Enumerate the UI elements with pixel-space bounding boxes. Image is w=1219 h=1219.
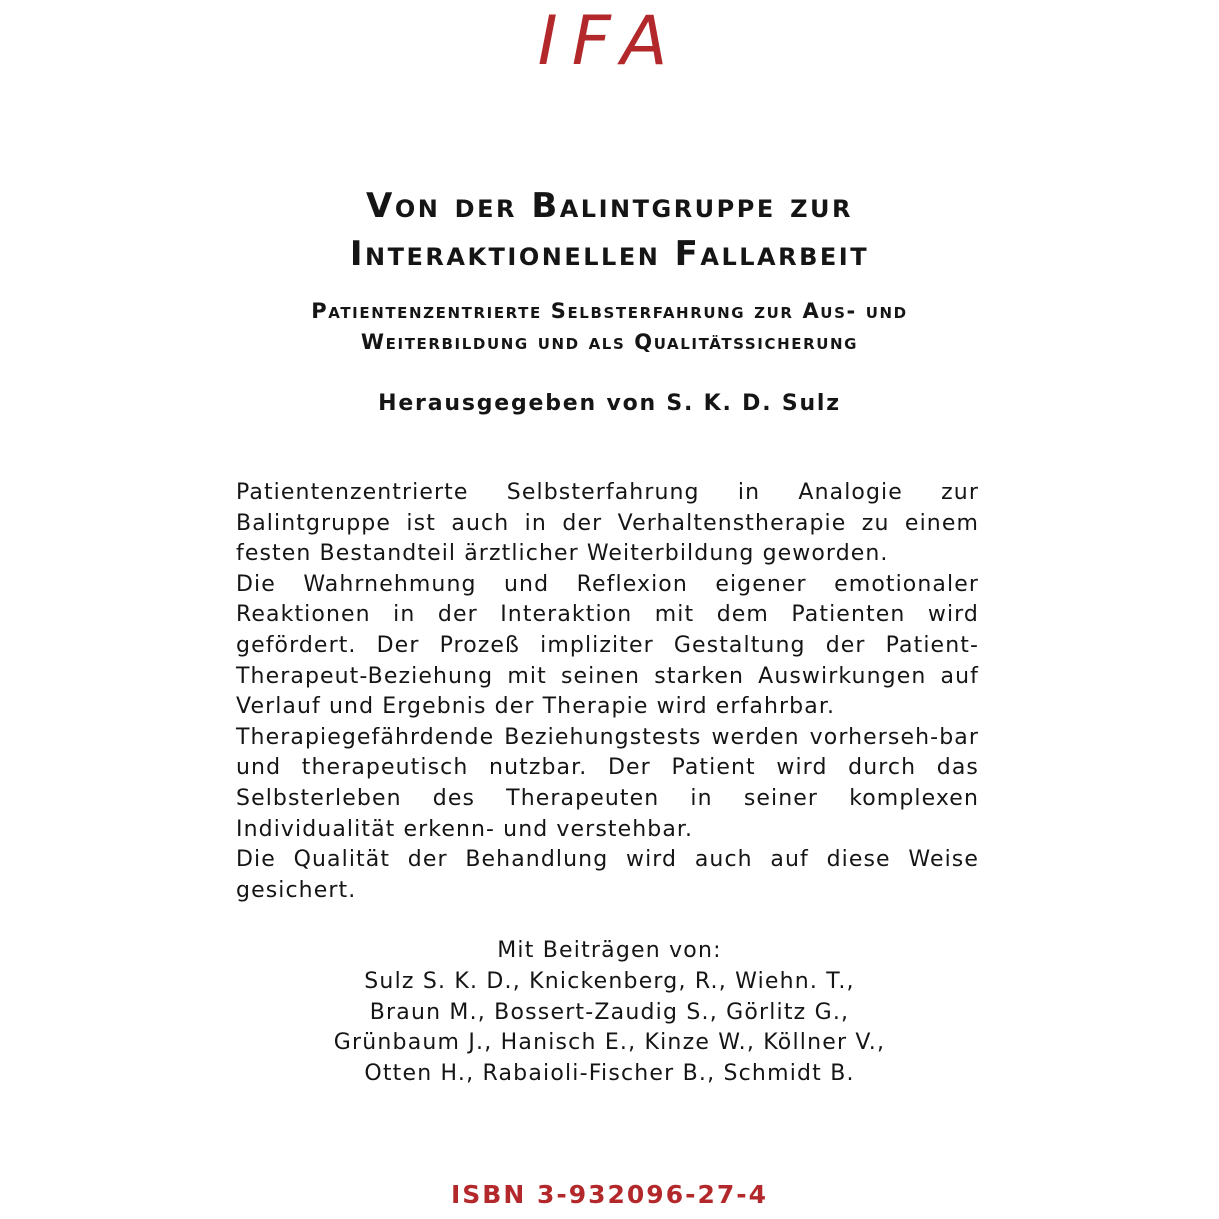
blurb-paragraph-1: Patientenzentrierte Selbsterfahrung in Analogie zur Balintgruppe ist auch in der Verhaltenstherapie zu einem festen Bestandteil ärztlicher Weiterbildung geworden. [236, 480, 979, 567]
book-subtitle [0, 296, 1219, 358]
contributors-line: Grünbaum J., Hanisch E., Kinze W., Köllner V., [333, 1030, 886, 1056]
contributors-line: Otten H., Rabaioli-Fischer B., Schmidt B. [364, 1060, 855, 1086]
blurb-paragraph-4: Die Qualität der Behandlung wird auch auf diese Weise gesichert. [236, 847, 979, 903]
contributors-line: Braun M., Bossert-Zaudig S., Görlitz G., [369, 999, 850, 1025]
book-title-line-1: Von der Balintgruppe zur [366, 186, 853, 226]
contributors-line: Sulz S. K. D., Knickenberg, R., Wiehn. T., [364, 969, 855, 994]
blurb-paragraph-2: Die Wahrnehmung und Reflexion eigener emotionaler Reaktionen in der Interaktion mit dem Patienten wird gefördert. Der Prozeß impliziter Gestaltung der Patient-Therapeut-Beziehung mit seinen starken Auswirkungen auf Verlauf und Ergebnis der Therapie wird erfahrbar. [236, 571, 979, 720]
editor-credit: Herausgegeben von S. K. D. Sulz [378, 391, 841, 416]
book-title [0, 182, 1219, 278]
book-subtitle-line-2: Weiterbildung und als Qualitätssicherung [360, 330, 859, 354]
blurb-text [236, 478, 979, 906]
blurb-paragraph-3: Therapiegefährdende Beziehungstests werden vorherseh-bar und therapeutisch nutzbar. Der Patient wird durch das Selbsterleben des Therapeuten in seiner komplexen Individualität erkenn- und verstehbar. [236, 724, 979, 842]
contributors-heading: Mit Beiträgen von: [497, 938, 722, 963]
publisher-logo: IFA [537, 2, 682, 81]
book-subtitle-line-1: Patientenzentrierte Selbsterfahrung zur Aus- und [311, 299, 908, 323]
book-title-line-2: Interaktionellen Fallarbeit [349, 234, 870, 274]
isbn-number: ISBN 3-932096-27-4 [450, 1180, 769, 1209]
contributors-list [0, 967, 1219, 1089]
